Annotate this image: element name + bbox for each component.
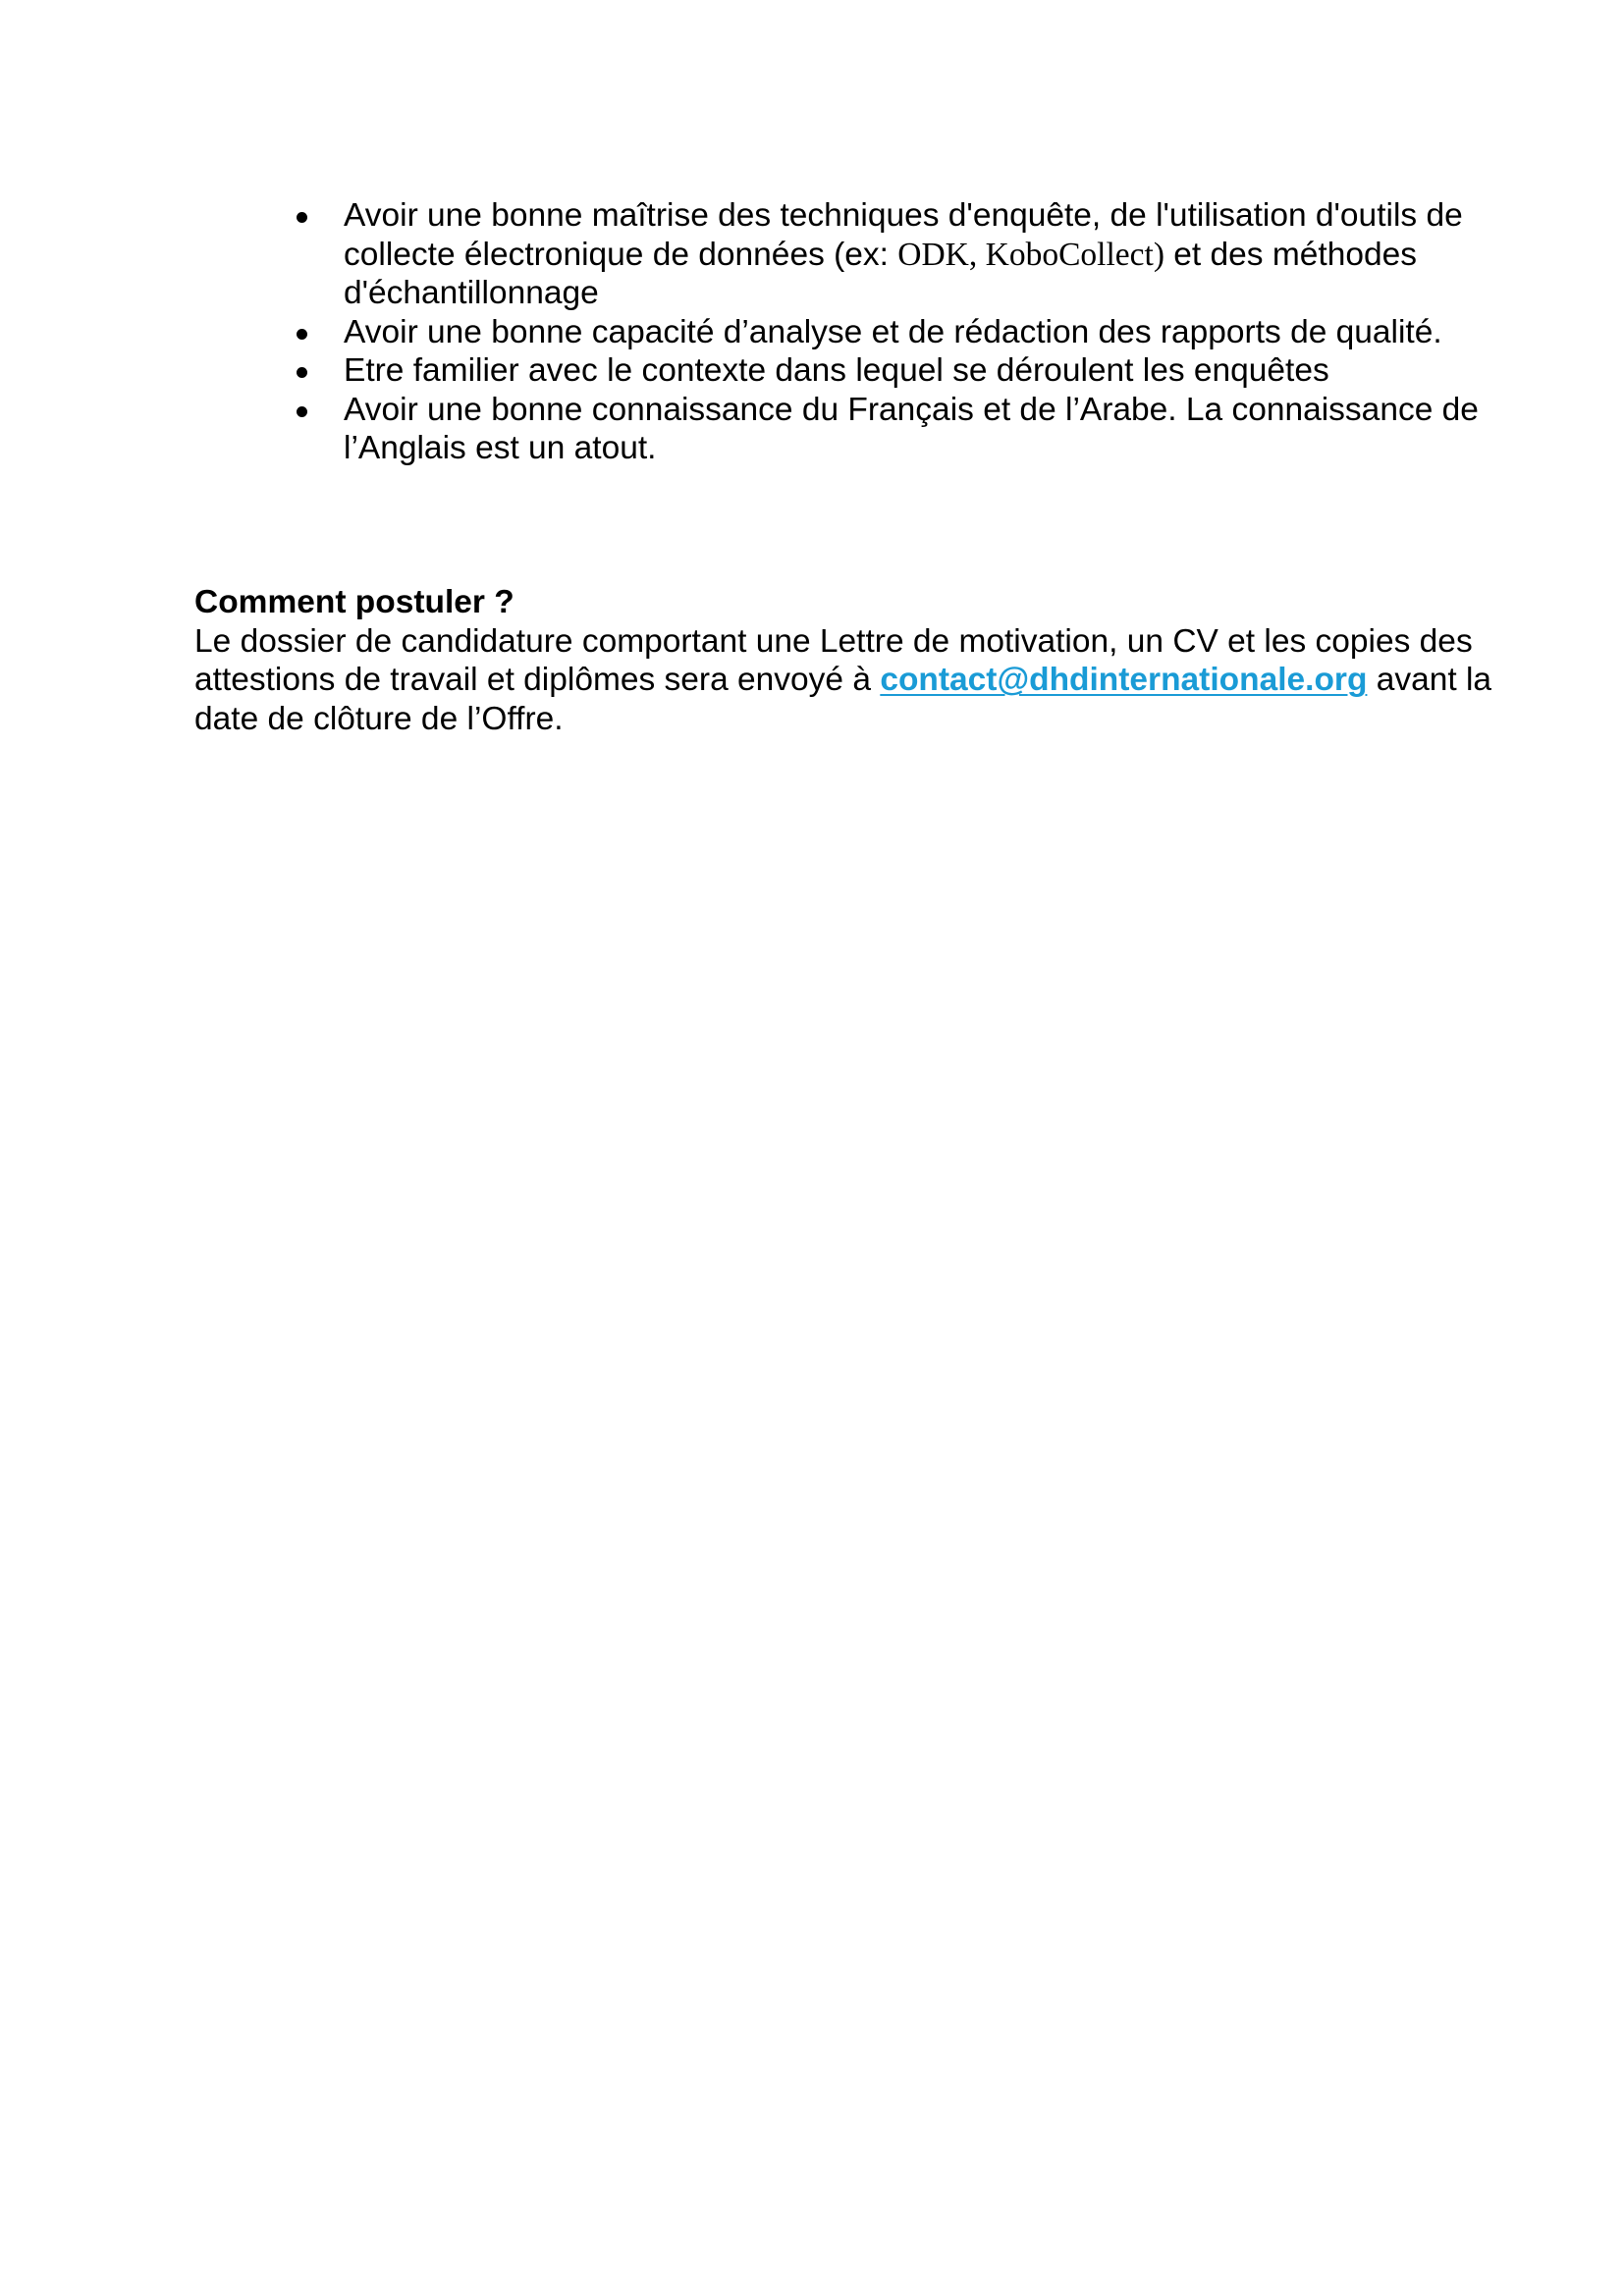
bullet-icon: [297, 212, 307, 223]
list-item: [291, 391, 1498, 468]
requirement-tools: ODK, KoboCollect): [897, 236, 1164, 273]
list-item: [291, 351, 1498, 391]
apply-section: [194, 583, 1510, 738]
requirement-text: Avoir une bonne connaissance du Français et de l’Arabe. La connaissance de l’Anglais est un atout.: [344, 391, 1479, 466]
section-heading: Comment postuler ?: [194, 584, 514, 620]
requirement-text: Avoir une bonne capacité d’analyse et de rédaction des rapports de qualité.: [344, 313, 1442, 350]
requirement-text-end: et des méthodes d'échantillonnage: [344, 236, 1417, 311]
list-item: [291, 313, 1498, 352]
requirement-text-start: Avoir une bonne maîtrise des techniques d'enquête, de l'utilisation d'outils de collecte électronique de données (ex:: [344, 197, 1463, 273]
email-link[interactable]: contact@dhdinternationale.org: [880, 662, 1368, 698]
bullet-icon: [297, 406, 307, 417]
apply-text-start: Le dossier de candidature comportant une Lettre de motivation, un CV et les copies des attestions de travail et diplômes sera envoyé à: [194, 622, 1473, 698]
apply-text-end: avant la date de clôture de l’Offre.: [194, 662, 1492, 737]
requirement-text: Etre familier avec le contexte dans lequel se déroulent les enquêtes: [344, 352, 1329, 389]
requirements-list: [291, 196, 1498, 468]
bullet-icon: [297, 367, 307, 378]
bullet-icon: [297, 329, 307, 340]
apply-paragraph: [194, 622, 1510, 739]
list-item: [291, 196, 1498, 313]
